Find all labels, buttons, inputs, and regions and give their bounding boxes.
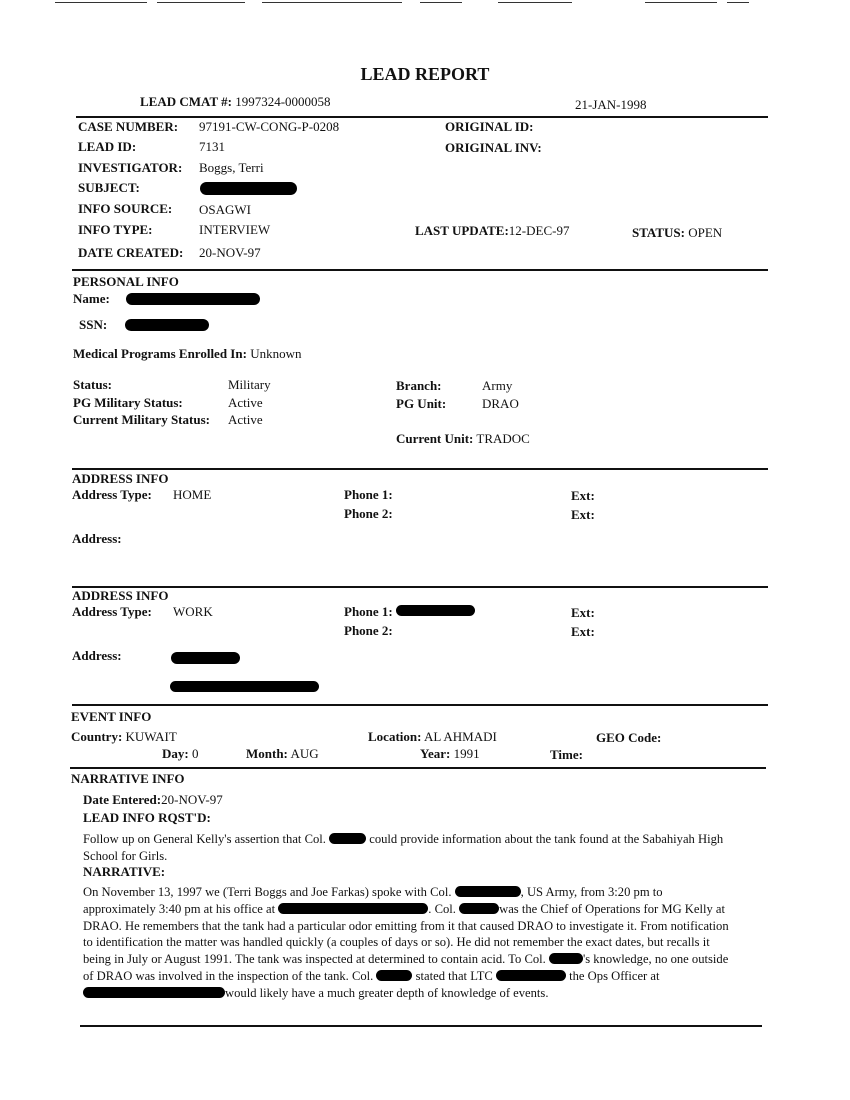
narrative-label: NARRATIVE: bbox=[83, 864, 166, 879]
divider bbox=[76, 116, 768, 118]
ssn-label: SSN: bbox=[79, 317, 108, 332]
scan-edge-rule bbox=[262, 2, 402, 3]
day bbox=[162, 746, 198, 762]
case-number-label: CASE NUMBER: bbox=[78, 119, 179, 134]
case-number-value: 97191-CW-CONG-P-0208 bbox=[199, 119, 340, 134]
last-update bbox=[415, 223, 569, 239]
lead-info-request-text bbox=[83, 831, 738, 865]
divider bbox=[70, 767, 766, 769]
request-text-part: could provide information about the tank found at the Sabahiyah High School for Girls. bbox=[83, 832, 724, 863]
current-military-status-value: Active bbox=[228, 412, 263, 427]
event-info-title: EVENT INFO bbox=[71, 709, 152, 724]
location-label: Location: bbox=[368, 729, 422, 744]
scan-edge-rule bbox=[55, 2, 147, 3]
pg-military-status-label: PG Military Status: bbox=[73, 395, 183, 410]
scan-edge-rule bbox=[727, 2, 749, 3]
name-redaction bbox=[496, 970, 566, 981]
address-work-address-label: Address: bbox=[72, 648, 122, 663]
address-home-phone1-label: Phone 1: bbox=[344, 487, 393, 502]
country-label: Country: bbox=[71, 729, 123, 744]
address-home-address-label: Address: bbox=[72, 531, 122, 546]
narrative-text-part: , US Army, from 3:20 pm to approximately 3:40 pm at his office at bbox=[83, 885, 663, 916]
pg-unit-label: PG Unit: bbox=[396, 396, 447, 411]
status-field-label: Status: bbox=[73, 377, 113, 392]
lead-info-rqst-label: LEAD INFO RQST'D: bbox=[83, 810, 211, 825]
country-value: KUWAIT bbox=[125, 729, 177, 744]
scan-edge-rule bbox=[645, 2, 717, 3]
ssn-redaction bbox=[125, 319, 209, 331]
date-created-value: 20-NOV-97 bbox=[199, 245, 261, 260]
medical-programs-value: Unknown bbox=[250, 346, 302, 361]
pg-military-status-value: Active bbox=[228, 395, 263, 410]
address-home-ext2-label: Ext: bbox=[571, 507, 595, 522]
request-text-part: Follow up on General Kelly's assertion that Col. bbox=[83, 832, 326, 846]
lead-cmat-value: 1997324-0000058 bbox=[235, 94, 331, 109]
phone-redaction bbox=[396, 605, 475, 616]
name-label: Name: bbox=[73, 291, 110, 306]
medical-programs bbox=[73, 346, 301, 362]
current-military-status-label: Current Military Status: bbox=[73, 412, 210, 427]
address-home-phone2-label: Phone 2: bbox=[344, 506, 393, 521]
year bbox=[420, 746, 480, 762]
lead-id-value: 7131 bbox=[199, 139, 225, 154]
address-redaction bbox=[170, 681, 319, 692]
info-type-value: INTERVIEW bbox=[199, 222, 271, 237]
divider bbox=[72, 468, 768, 470]
current-unit bbox=[396, 431, 530, 447]
medical-programs-label: Medical Programs Enrolled In: bbox=[73, 346, 247, 361]
status-value: OPEN bbox=[688, 225, 723, 240]
month-value: AUG bbox=[290, 746, 319, 761]
address-home-ext1-label: Ext: bbox=[571, 488, 595, 503]
date-entered-label: Date Entered: bbox=[83, 792, 162, 807]
divider bbox=[72, 586, 768, 588]
country bbox=[71, 729, 177, 745]
branch-value: Army bbox=[482, 378, 513, 393]
address-home-title: ADDRESS INFO bbox=[72, 471, 169, 486]
day-label: Day: bbox=[162, 746, 189, 761]
date-created-label: DATE CREATED: bbox=[78, 245, 184, 260]
name-redaction bbox=[455, 886, 521, 897]
subject-label: SUBJECT: bbox=[78, 180, 140, 195]
pg-unit-value: DRAO bbox=[482, 396, 519, 411]
status bbox=[632, 225, 722, 241]
location bbox=[368, 729, 497, 745]
month bbox=[246, 746, 319, 762]
address-work-phone2-label: Phone 2: bbox=[344, 623, 393, 638]
date-entered bbox=[83, 792, 223, 808]
divider bbox=[72, 269, 768, 271]
address-home-type-label: Address Type: bbox=[72, 487, 152, 502]
time-label: Time: bbox=[550, 747, 583, 762]
branch-label: Branch: bbox=[396, 378, 442, 393]
scan-edge-rule bbox=[420, 2, 462, 3]
info-source-value: OSAGWI bbox=[199, 202, 251, 217]
info-source-label: INFO SOURCE: bbox=[78, 201, 173, 216]
location-value: AL AHMADI bbox=[424, 729, 497, 744]
year-label: Year: bbox=[420, 746, 451, 761]
info-type-label: INFO TYPE: bbox=[78, 222, 153, 237]
geo-code-label: GEO Code: bbox=[596, 730, 662, 745]
last-update-label: LAST UPDATE: bbox=[415, 223, 509, 238]
investigator-value: Boggs, Terri bbox=[199, 160, 264, 175]
date-entered-value: 20-NOV-97 bbox=[161, 792, 223, 807]
day-value: 0 bbox=[191, 746, 199, 761]
status-label: STATUS: bbox=[632, 225, 685, 240]
narrative-text-part: was the Chief of Operations for MG Kelly at DRAO. He remembers that the tank had a particular odor emitting from it that caused DRAO to investigate it. From notification to identification the matter was handled quickly (a couples of days or so). He did not remember the exact dates, but recalls it being in July or August 1991. The tank was inspected at determined to contain acid. To Col. bbox=[83, 901, 729, 967]
last-update-value: 12-DEC-97 bbox=[508, 223, 570, 238]
narrative-text-part: stated that LTC bbox=[415, 968, 493, 983]
narrative-text-part: . Col. bbox=[428, 901, 456, 916]
year-value: 1991 bbox=[453, 746, 480, 761]
divider bbox=[80, 1025, 762, 1027]
address-work-type-value: WORK bbox=[173, 604, 213, 619]
name-redaction bbox=[459, 903, 499, 914]
address-work-ext2-label: Ext: bbox=[571, 624, 595, 639]
narrative-text-part: 's knowledge, no one outside of DRAO was involved in the inspection of the tank. Col. bbox=[83, 952, 729, 983]
address-redaction bbox=[171, 652, 240, 664]
current-unit-value: TRADOC bbox=[476, 431, 530, 446]
address-work-type-label: Address Type: bbox=[72, 604, 152, 619]
name-redaction bbox=[549, 953, 583, 964]
investigator-label: INVESTIGATOR: bbox=[78, 160, 183, 175]
name-redaction bbox=[126, 293, 260, 305]
narrative-text-part: the Ops Officer at bbox=[569, 968, 660, 983]
original-inv-label: ORIGINAL INV: bbox=[445, 140, 542, 155]
name-redaction bbox=[376, 970, 412, 981]
subject-redaction bbox=[200, 182, 297, 195]
address-work-title: ADDRESS INFO bbox=[72, 588, 169, 603]
current-unit-label: Current Unit: bbox=[396, 431, 474, 446]
name-redaction bbox=[329, 833, 366, 844]
month-label: Month: bbox=[246, 746, 288, 761]
location-redaction bbox=[278, 903, 428, 914]
address-work-phone1-label: Phone 1: bbox=[344, 604, 393, 619]
lead-id-label: LEAD ID: bbox=[78, 139, 137, 154]
scan-edge-rule bbox=[157, 2, 245, 3]
narrative-text-part: would likely have a much greater depth of knowledge of events. bbox=[225, 985, 549, 1000]
scan-edge-rule bbox=[498, 2, 572, 3]
status-field-value: Military bbox=[228, 377, 271, 392]
lead-cmat bbox=[140, 94, 331, 110]
personal-info-title: PERSONAL INFO bbox=[73, 274, 179, 289]
lead-cmat-label: LEAD CMAT #: bbox=[140, 94, 232, 109]
narrative-text-part: On November 13, 1997 we (Terri Boggs and Joe Farkas) spoke with Col. bbox=[83, 885, 452, 899]
page-title: LEAD REPORT bbox=[360, 64, 490, 84]
narrative-text bbox=[83, 884, 738, 1002]
report-date: 21-JAN-1998 bbox=[575, 97, 647, 112]
divider bbox=[72, 704, 768, 706]
location-redaction bbox=[83, 987, 225, 998]
address-work-ext1-label: Ext: bbox=[571, 605, 595, 620]
narrative-info-title: NARRATIVE INFO bbox=[71, 771, 185, 786]
original-id-label: ORIGINAL ID: bbox=[445, 119, 534, 134]
address-home-type-value: HOME bbox=[173, 487, 212, 502]
